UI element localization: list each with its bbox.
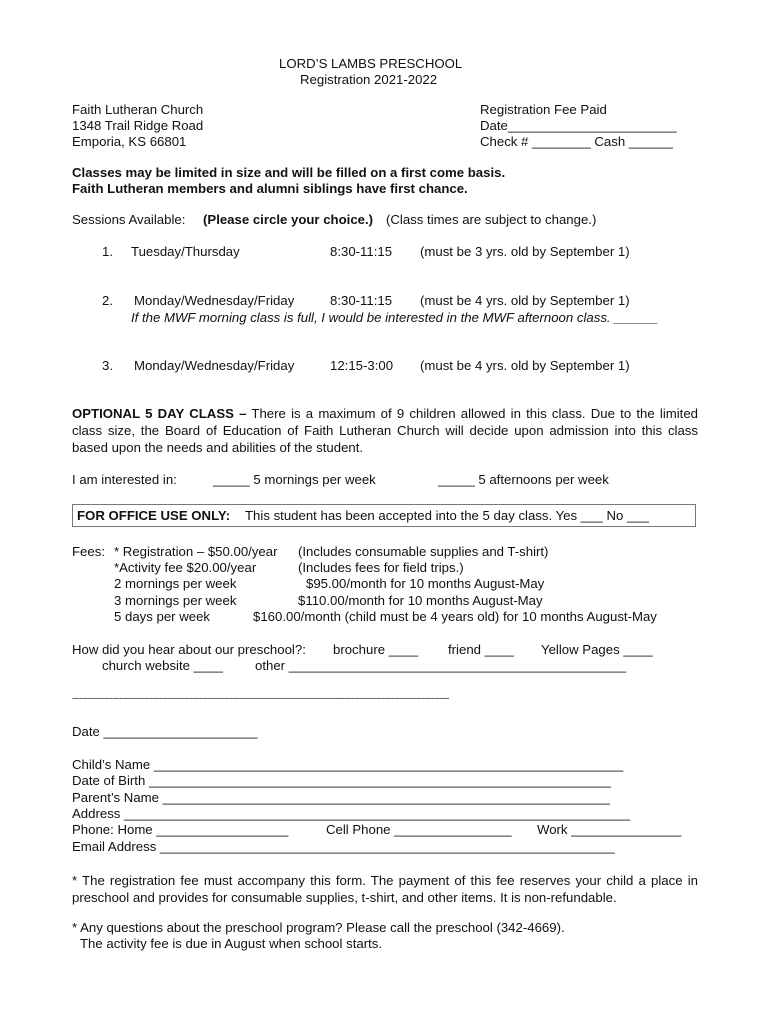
child-name-field[interactable]: Child’s Name ________________________________________________________________ xyxy=(72,757,624,772)
office-use-label: FOR OFFICE USE ONLY: xyxy=(77,508,231,523)
parent-name-field[interactable]: Parent’s Name _____________________________________________________________ xyxy=(72,790,611,805)
session-time: 12:15-3:00 xyxy=(330,358,394,373)
session-time: 8:30-11:15 xyxy=(330,244,393,259)
cell-phone-field[interactable]: Cell Phone ________________ xyxy=(326,822,512,837)
fee-item: 5 days per week xyxy=(114,609,211,624)
fees-label: Fees: xyxy=(72,544,105,559)
fee-detail: (Includes consumable supplies and T-shirt) xyxy=(298,544,549,559)
fee-detail: $110.00/month for 10 months August-May xyxy=(298,593,543,608)
optional-class-paragraph xyxy=(72,405,698,456)
session-days: Tuesday/Thursday xyxy=(131,244,240,259)
session-requirement: (must be 3 yrs. old by September 1) xyxy=(420,244,630,259)
work-phone-field[interactable]: Work _______________ xyxy=(537,822,682,837)
hear-question: How did you hear about our preschool?: xyxy=(72,642,306,657)
hear-brochure-field[interactable]: brochure ____ xyxy=(333,642,419,657)
fee-item: 3 mornings per week xyxy=(114,593,237,608)
session-number: 3. xyxy=(102,358,113,373)
email-field[interactable]: Email Address ______________________________________________________________ xyxy=(72,839,615,854)
notice-line-2: Faith Lutheran members and alumni siblings have first chance. xyxy=(72,181,468,196)
optional-class-heading: OPTIONAL 5 DAY CLASS – xyxy=(72,406,247,421)
session-number: 2. xyxy=(102,293,113,308)
questions-note: * Any questions about the preschool program? Please call the preschool (342-4669). xyxy=(72,920,565,935)
fee-item: * Registration – $50.00/year xyxy=(114,544,278,559)
office-use-text[interactable]: This student has been accepted into the 5 day class. Yes ___ No ___ xyxy=(245,508,649,523)
hear-church-website-field[interactable]: church website ____ xyxy=(102,658,223,673)
session-requirement: (must be 4 yrs. old by September 1) xyxy=(420,293,630,308)
fee-date-field[interactable]: Date_______________________ xyxy=(480,118,677,133)
date-field[interactable]: Date _____________________ xyxy=(72,724,258,739)
hear-yellow-pages-field[interactable]: Yellow Pages ____ xyxy=(541,642,653,657)
interest-afternoons-field[interactable]: _____ 5 afternoons per week xyxy=(438,472,609,487)
sessions-label: Sessions Available: xyxy=(72,212,186,227)
hear-friend-field[interactable]: friend ____ xyxy=(448,642,514,657)
sessions-note: (Class times are subject to change.) xyxy=(386,212,597,227)
hear-other-field[interactable]: other ______________________________________________ xyxy=(255,658,627,673)
address-field[interactable]: Address _____________________________________________________________________ xyxy=(72,806,631,821)
fee-item: 2 mornings per week xyxy=(114,576,237,591)
notice-line-1: Classes may be limited in size and will be filled on a first come basis. xyxy=(72,165,506,180)
fee-detail: $160.00/month (child must be 4 years old) for 10 months August-May xyxy=(253,609,657,624)
home-phone-field[interactable]: Phone: Home __________________ xyxy=(72,822,289,837)
cut-line-divider: ------------------------------------------------------------------------------------------------------------------------------------------------------- xyxy=(72,693,450,703)
registration-fee-note: * The registration fee must accompany this form. The payment of this fee reserves your child a place in preschool and provides for consumable supplies, t-shirt, and other items. It is non-refundable. xyxy=(72,873,698,905)
session-days: Monday/Wednesday/Friday xyxy=(134,358,295,373)
fee-detail: $95.00/month for 10 months August-May xyxy=(306,576,545,591)
interest-label: I am interested in: xyxy=(72,472,177,487)
fee-paid-label: Registration Fee Paid xyxy=(480,102,607,117)
church-name: Faith Lutheran Church xyxy=(72,102,204,117)
page-title: LORD’S LAMBS PRESCHOOL xyxy=(279,56,463,71)
fee-item: *Activity fee $20.00/year xyxy=(114,560,257,575)
optional-class-body: There is a maximum of 9 children allowed in this class. Due to the limited class size, the Board of Education of Faith Lutheran Church will decide upon admission into this class based upon the needs and abilities of the student. xyxy=(72,406,698,455)
church-city: Emporia, KS 66801 xyxy=(72,134,187,149)
session-number: 1. xyxy=(102,244,113,259)
church-street: 1348 Trail Ridge Road xyxy=(72,118,204,133)
session-days: Monday/Wednesday/Friday xyxy=(134,293,295,308)
activity-fee-note: The activity fee is due in August when school starts. xyxy=(80,936,383,951)
page-subtitle: Registration 2021-2022 xyxy=(300,72,438,87)
fee-check-cash-field[interactable]: Check # ________ Cash ______ xyxy=(480,134,673,149)
sessions-instruction: (Please circle your choice.) xyxy=(203,212,374,227)
date-of-birth-field[interactable]: Date of Birth _______________________________________________________________ xyxy=(72,773,612,788)
fee-detail: (Includes fees for field trips.) xyxy=(298,560,464,575)
afternoon-interest-field[interactable]: If the MWF morning class is full, I would be interested in the MWF afternoon class. ______ xyxy=(131,310,659,325)
interest-mornings-field[interactable]: _____ 5 mornings per week xyxy=(213,472,376,487)
session-requirement: (must be 4 yrs. old by September 1) xyxy=(420,358,630,373)
session-time: 8:30-11:15 xyxy=(330,293,393,308)
